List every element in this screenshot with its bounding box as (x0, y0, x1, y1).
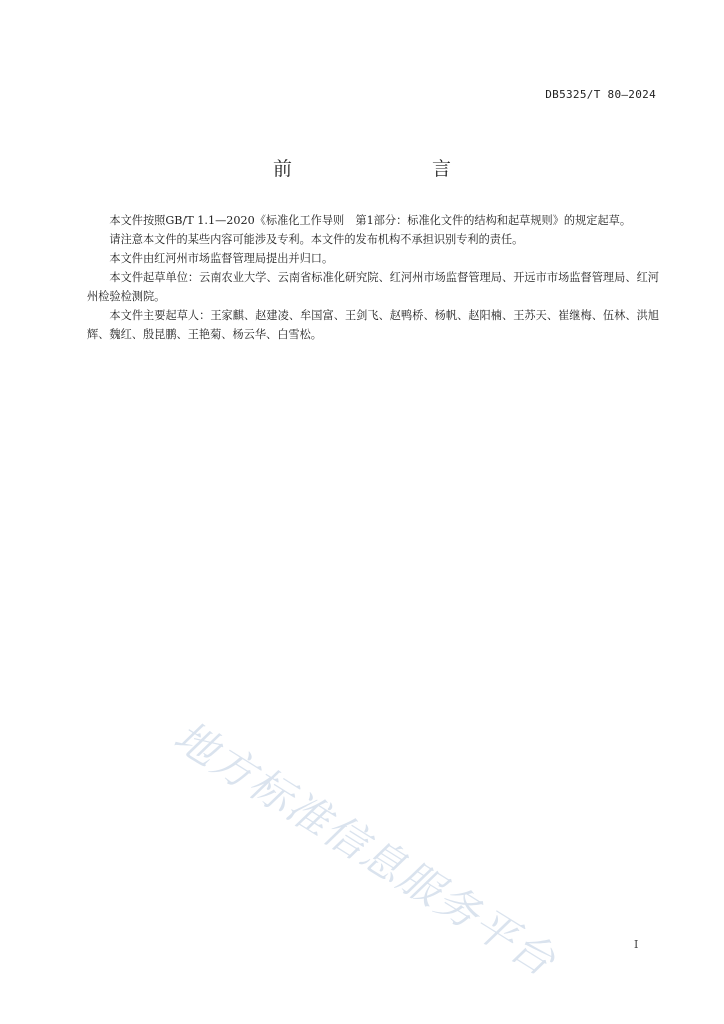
paragraph-drafters: 本文件主要起草人：王家麒、赵建凌、牟国富、王剑飞、赵鸭桥、杨帆、赵阳楠、王苏天、崔继梅、伍林、洪旭辉、魏红、殷昆鹏、王艳菊、杨云华、白雪松。 (87, 309, 659, 341)
page-number: I (634, 938, 639, 951)
paragraph-patent-notice: 请注意本文件的某些内容可能涉及专利。本文件的发布机构不承担识别专利的责任。 (109, 233, 524, 246)
preface-body (87, 211, 659, 344)
document-code: DB5325/T 80—2024 (545, 88, 656, 101)
paragraph-drafting-units: 本文件起草单位：云南农业大学、云南省标准化研究院、红河州市场监督管理局、开远市市场监督管理局、红河州检验检测院。 (87, 271, 659, 303)
paragraph-drafting-rules: 本文件按照GB/T 1.1—2020《标准化工作导则 第1部分：标准化文件的结构和起草规则》的规定起草。 (109, 214, 632, 227)
watermark-text: 地方标准信息服务平台 (165, 711, 565, 987)
page-title: 前 言 (272, 158, 485, 180)
paragraph-proposer: 本文件由红河州市场监督管理局提出并归口。 (109, 252, 334, 265)
